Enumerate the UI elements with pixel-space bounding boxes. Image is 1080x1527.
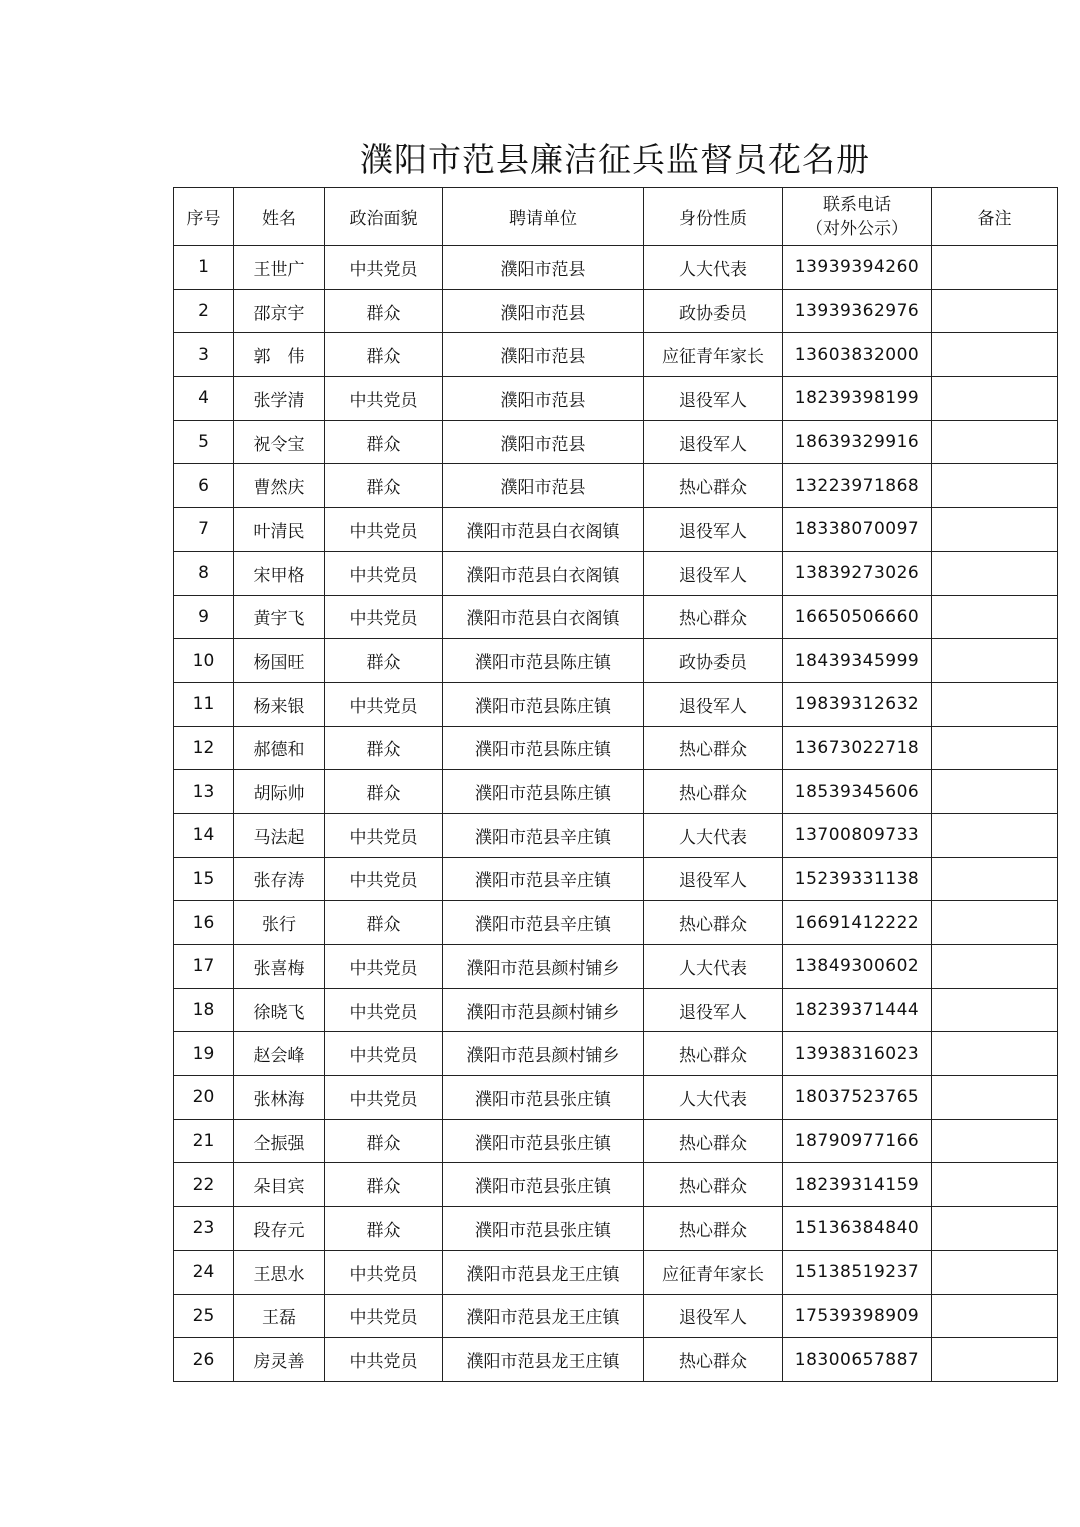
table-row [174,639,1058,683]
cell-phone: 13939394260 [783,246,932,290]
cell-unit: 濮阳市范县 [443,464,644,508]
cell-unit: 濮阳市范县 [443,420,644,464]
cell-remark [932,420,1058,464]
cell-name: 胡际帅 [234,770,325,814]
cell-index: 15 [174,857,234,901]
table-row [174,682,1058,726]
header-phone [783,188,932,246]
cell-identity: 热心群众 [644,770,783,814]
table-row [174,857,1058,901]
page-title: 濮阳市范县廉洁征兵监督员花名册 [360,140,870,179]
cell-phone: 13603832000 [783,333,932,377]
cell-name: 仝振强 [234,1119,325,1163]
cell-name: 张行 [234,901,325,945]
cell-identity: 热心群众 [644,595,783,639]
cell-name: 邵京宇 [234,289,325,333]
cell-name: 王世广 [234,246,325,290]
cell-phone: 13849300602 [783,945,932,989]
cell-political: 中共党员 [325,1032,443,1076]
cell-identity: 退役军人 [644,1294,783,1338]
cell-name: 张存涛 [234,857,325,901]
cell-unit: 濮阳市范县辛庄镇 [443,857,644,901]
cell-identity: 热心群众 [644,901,783,945]
cell-identity: 应征青年家长 [644,333,783,377]
cell-unit: 濮阳市范县 [443,246,644,290]
table-row [174,1250,1058,1294]
cell-identity: 热心群众 [644,1163,783,1207]
cell-identity: 退役军人 [644,508,783,552]
cell-political: 群众 [325,464,443,508]
header-name: 姓名 [234,188,325,246]
cell-unit: 濮阳市范县白衣阁镇 [443,595,644,639]
cell-name: 马法起 [234,813,325,857]
cell-unit: 濮阳市范县颜村铺乡 [443,945,644,989]
cell-identity: 退役军人 [644,420,783,464]
cell-remark [932,1032,1058,1076]
cell-phone: 18239398199 [783,377,932,421]
cell-index: 5 [174,420,234,464]
cell-index: 1 [174,246,234,290]
cell-index: 9 [174,595,234,639]
cell-phone: 13700809733 [783,813,932,857]
cell-name: 郭 伟 [234,333,325,377]
cell-phone: 13938316023 [783,1032,932,1076]
cell-name: 杨来银 [234,682,325,726]
cell-identity: 人大代表 [644,945,783,989]
cell-unit: 濮阳市范县辛庄镇 [443,901,644,945]
cell-phone: 17539398909 [783,1294,932,1338]
cell-index: 10 [174,639,234,683]
cell-remark [932,770,1058,814]
table-row [174,1163,1058,1207]
table-row [174,289,1058,333]
cell-name: 杨国旺 [234,639,325,683]
cell-remark [932,857,1058,901]
table-row [174,726,1058,770]
header-unit: 聘请单位 [443,188,644,246]
cell-identity: 热心群众 [644,1338,783,1382]
cell-unit: 濮阳市范县 [443,333,644,377]
cell-remark [932,1294,1058,1338]
table-row [174,1294,1058,1338]
cell-unit: 濮阳市范县龙王庄镇 [443,1294,644,1338]
cell-phone: 18037523765 [783,1076,932,1120]
cell-index: 21 [174,1119,234,1163]
cell-remark [932,464,1058,508]
cell-remark [932,1338,1058,1382]
cell-identity: 退役军人 [644,377,783,421]
cell-index: 12 [174,726,234,770]
cell-unit: 濮阳市范县 [443,377,644,421]
cell-name: 张喜梅 [234,945,325,989]
cell-remark [932,1076,1058,1120]
cell-remark [932,726,1058,770]
cell-political: 中共党员 [325,988,443,1032]
table-row [174,813,1058,857]
cell-phone: 15138519237 [783,1250,932,1294]
cell-name: 赵会峰 [234,1032,325,1076]
cell-phone: 16691412222 [783,901,932,945]
table-header-row [174,188,1058,246]
cell-unit: 濮阳市范县张庄镇 [443,1207,644,1251]
cell-name: 黄宇飞 [234,595,325,639]
cell-phone: 13223971868 [783,464,932,508]
cell-remark [932,377,1058,421]
cell-unit: 濮阳市范县龙王庄镇 [443,1338,644,1382]
cell-phone: 18790977166 [783,1119,932,1163]
cell-political: 中共党员 [325,551,443,595]
cell-index: 7 [174,508,234,552]
cell-remark [932,1250,1058,1294]
cell-remark [932,246,1058,290]
cell-identity: 政协委员 [644,289,783,333]
cell-remark [932,639,1058,683]
cell-unit: 濮阳市范县 [443,289,644,333]
cell-index: 11 [174,682,234,726]
cell-index: 4 [174,377,234,421]
table-row [174,333,1058,377]
cell-political: 中共党员 [325,508,443,552]
cell-remark [932,333,1058,377]
cell-phone: 13939362976 [783,289,932,333]
cell-name: 郝德和 [234,726,325,770]
table-row [174,1207,1058,1251]
cell-political: 中共党员 [325,377,443,421]
header-phone-line1: 联系电话 [823,194,891,215]
header-identity: 身份性质 [644,188,783,246]
cell-unit: 濮阳市范县颜村铺乡 [443,988,644,1032]
cell-name: 房灵善 [234,1338,325,1382]
cell-remark [932,813,1058,857]
cell-phone: 18439345999 [783,639,932,683]
cell-index: 20 [174,1076,234,1120]
cell-political: 群众 [325,1119,443,1163]
cell-identity: 退役军人 [644,988,783,1032]
cell-political: 群众 [325,1207,443,1251]
cell-index: 2 [174,289,234,333]
cell-remark [932,1163,1058,1207]
table-row [174,595,1058,639]
table-body [174,246,1058,1382]
cell-unit: 濮阳市范县张庄镇 [443,1119,644,1163]
cell-political: 中共党员 [325,813,443,857]
cell-political: 中共党员 [325,682,443,726]
cell-unit: 濮阳市范县张庄镇 [443,1163,644,1207]
cell-index: 19 [174,1032,234,1076]
table-row [174,420,1058,464]
cell-political: 群众 [325,333,443,377]
cell-political: 中共党员 [325,945,443,989]
table-row [174,551,1058,595]
cell-phone: 18239314159 [783,1163,932,1207]
cell-political: 群众 [325,770,443,814]
cell-political: 中共党员 [325,1294,443,1338]
cell-index: 18 [174,988,234,1032]
cell-unit: 濮阳市范县辛庄镇 [443,813,644,857]
header-index: 序号 [174,188,234,246]
cell-index: 6 [174,464,234,508]
table-row [174,1338,1058,1382]
cell-unit: 濮阳市范县白衣阁镇 [443,508,644,552]
cell-name: 叶清民 [234,508,325,552]
cell-political: 群众 [325,289,443,333]
cell-remark [932,551,1058,595]
cell-identity: 应征青年家长 [644,1250,783,1294]
table-row [174,901,1058,945]
roster-table [173,187,1058,1382]
cell-name: 王磊 [234,1294,325,1338]
cell-remark [932,508,1058,552]
cell-unit: 濮阳市范县颜村铺乡 [443,1032,644,1076]
table-row [174,988,1058,1032]
cell-name: 朵目宾 [234,1163,325,1207]
cell-identity: 退役军人 [644,857,783,901]
cell-identity: 热心群众 [644,1119,783,1163]
cell-remark [932,595,1058,639]
cell-phone: 16650506660 [783,595,932,639]
cell-remark [932,901,1058,945]
cell-unit: 濮阳市范县陈庄镇 [443,639,644,683]
cell-name: 张林海 [234,1076,325,1120]
cell-phone: 18239371444 [783,988,932,1032]
cell-political: 中共党员 [325,1076,443,1120]
cell-unit: 濮阳市范县陈庄镇 [443,726,644,770]
cell-political: 中共党员 [325,1338,443,1382]
cell-remark [932,682,1058,726]
cell-identity: 人大代表 [644,246,783,290]
cell-unit: 濮阳市范县张庄镇 [443,1076,644,1120]
cell-remark [932,289,1058,333]
cell-index: 14 [174,813,234,857]
table-row [174,1076,1058,1120]
cell-unit: 濮阳市范县陈庄镇 [443,770,644,814]
cell-political: 群众 [325,420,443,464]
cell-name: 徐晓飞 [234,988,325,1032]
table-row [174,1032,1058,1076]
cell-unit: 濮阳市范县陈庄镇 [443,682,644,726]
cell-phone: 15136384840 [783,1207,932,1251]
cell-political: 群众 [325,726,443,770]
cell-identity: 退役军人 [644,682,783,726]
cell-name: 段存元 [234,1207,325,1251]
table-row [174,945,1058,989]
cell-index: 8 [174,551,234,595]
table-row [174,246,1058,290]
cell-index: 16 [174,901,234,945]
cell-unit: 濮阳市范县白衣阁镇 [443,551,644,595]
cell-phone: 18338070097 [783,508,932,552]
table-row [174,1119,1058,1163]
cell-phone: 18539345606 [783,770,932,814]
cell-name: 王思水 [234,1250,325,1294]
cell-identity: 人大代表 [644,1076,783,1120]
cell-name: 祝令宝 [234,420,325,464]
cell-identity: 政协委员 [644,639,783,683]
cell-index: 25 [174,1294,234,1338]
table-row [174,464,1058,508]
cell-political: 群众 [325,639,443,683]
cell-political: 中共党员 [325,857,443,901]
cell-remark [932,945,1058,989]
table-row [174,377,1058,421]
cell-identity: 退役军人 [644,551,783,595]
cell-phone: 13673022718 [783,726,932,770]
cell-name: 曹然庆 [234,464,325,508]
cell-political: 群众 [325,1163,443,1207]
table-row [174,508,1058,552]
cell-identity: 热心群众 [644,726,783,770]
cell-remark [932,1119,1058,1163]
cell-index: 26 [174,1338,234,1382]
cell-political: 群众 [325,901,443,945]
cell-index: 24 [174,1250,234,1294]
cell-political: 中共党员 [325,595,443,639]
header-remark: 备注 [932,188,1058,246]
cell-identity: 热心群众 [644,1032,783,1076]
cell-index: 13 [174,770,234,814]
cell-phone: 19839312632 [783,682,932,726]
cell-remark [932,988,1058,1032]
table-row [174,770,1058,814]
cell-name: 张学清 [234,377,325,421]
cell-phone: 18639329916 [783,420,932,464]
cell-political: 中共党员 [325,1250,443,1294]
cell-identity: 人大代表 [644,813,783,857]
cell-remark [932,1207,1058,1251]
cell-index: 3 [174,333,234,377]
header-phone-line2: （对外公示） [806,218,908,239]
cell-phone: 15239331138 [783,857,932,901]
cell-name: 宋甲格 [234,551,325,595]
cell-identity: 热心群众 [644,1207,783,1251]
cell-index: 23 [174,1207,234,1251]
cell-political: 中共党员 [325,246,443,290]
cell-phone: 18300657887 [783,1338,932,1382]
cell-phone: 13839273026 [783,551,932,595]
cell-unit: 濮阳市范县龙王庄镇 [443,1250,644,1294]
cell-index: 17 [174,945,234,989]
header-political: 政治面貌 [325,188,443,246]
cell-identity: 热心群众 [644,464,783,508]
cell-index: 22 [174,1163,234,1207]
